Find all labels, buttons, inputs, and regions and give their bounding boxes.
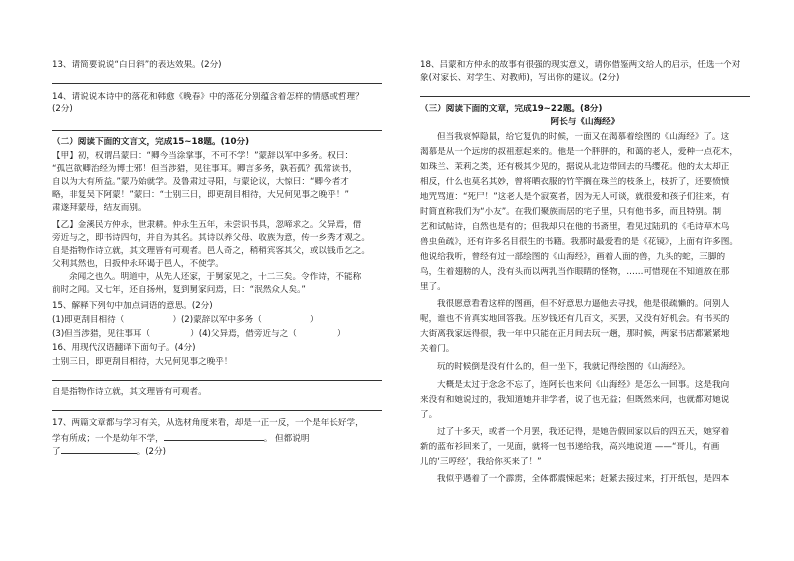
essay-line: 大街离我家远得很，我一年中只能在正月间去玩一趟，那时候，两家书店都紧紧地: [420, 329, 730, 339]
essay-line: 大概是太过于念念不忘了，连阿长也来问《山海经》是怎么一回事。这是我向: [437, 380, 730, 390]
essay-line: 他说给我听，曾经有过一部绘图的《山海经》，画着人面的兽，九头的蛇，三脚的: [420, 252, 726, 262]
essay-line: 如珠兰、茉莉之类，还有极其少见的，据说从北边带回去的马缨花。他的太太却正: [420, 162, 730, 172]
essay-line: 鸟，生着翅膀的人，没有头而以两乳当作眼睛的怪物，……可惜现在不知道放在那: [420, 267, 730, 277]
question-13: 13、请简要说说“白日斜”的表达效果。(2分): [52, 60, 222, 70]
passage-jia-line: 自以为大有所益。”蒙乃始就学。及鲁肃过寻阳，与蒙论议，大惊曰：“卿今者才: [52, 177, 349, 187]
essay-line: 来没有和她说过的，我知道她并非学者，说了也无益；但既然来问，也就都对她说: [420, 395, 730, 405]
passage-jia-line: 【甲】初，权谓吕蒙曰：“卿今当涂掌事，不可不学！”蒙辞以军中多务。权曰：: [52, 151, 354, 161]
essay-line: 里了。: [420, 282, 446, 292]
passage-jia-line: 略，非复吴下阿蒙！”蒙曰：“士别三日，即更刮目相待，大兄何见事之晚乎！”: [52, 190, 349, 200]
q17-text-b: 。 但都说明: [263, 434, 310, 444]
section-2-heading: （二）阅读下面的文言文，完成15~18题。(10分): [52, 137, 250, 147]
q17-text-d: 。(2分): [136, 447, 166, 457]
q17-blank-1[interactable]: [164, 431, 264, 441]
passage-jia-line: “孤岂欲卿治经为博士邪！但当涉猎，见往事耳。卿言多务，孰若孤？孤常读书，: [52, 164, 358, 174]
passage-yi-line: 余闻之也久。明道中，从先人还家，于舅家见之，十二三矣。令作诗，不能称: [69, 272, 362, 282]
essay-line: 地咒骂道：“死尸！”这老人是个寂寞者，因为无人可谈，就很爱和孩子们往来，有: [420, 192, 730, 202]
essay-line: 呢，谁也不肯真实地回答我。压岁钱还有几百文，买罢，又没有好机会。有书买的: [420, 314, 730, 324]
essay-line: 了。: [420, 410, 438, 420]
q15-item-3: (3)但当涉猎，见往事耳（: [52, 329, 151, 339]
essay-title: 阿长与《山海经》: [550, 117, 620, 127]
passage-yi-line: 父利其然也，日扳仲永环谒于邑人，不使学。: [52, 259, 224, 269]
passage-yi-line: 【乙】金溪民方仲永，世隶耕。仲永生五年，未尝识书具，忽啼求之。父异焉，借: [52, 220, 362, 230]
question-18-line-2: 象(对家长、对学生、对教师)，写出你的建议。(2分): [420, 73, 620, 83]
answer-line-16-1[interactable]: [52, 380, 382, 381]
answer-line-13[interactable]: [52, 83, 382, 84]
answer-line-14[interactable]: [52, 130, 382, 131]
essay-line: 渴慕是从一个远房的叔祖惹起来的。他是一个胖胖的，和蔼的老人，爱种一点花木，: [420, 147, 738, 157]
q17-text-c: 了: [52, 447, 61, 457]
question-17-line-3: [52, 444, 382, 458]
paren-close: ）: [336, 329, 346, 339]
q15-item-4: ）(4)父异焉，借旁近与之（: [190, 329, 297, 339]
question-15: 15、解释下列句中加点词语的意思。(2分): [52, 301, 213, 311]
essay-line: 新的蓝布衫回来了，一见面，就将一包书递给我，高兴地说道 ——“哥儿，有画: [420, 442, 720, 452]
question-18: 18、吕蒙和方仲永的故事有很强的现实意义，请你借鉴两文给人的启示，任选一个对: [420, 60, 741, 70]
essay-line: 我似乎遇着了一个霹雳，全体都震悚起来；赶紧去接过来，打开纸包，是四本: [437, 474, 730, 484]
passage-yi-line: 自是指物作诗立就，其文理皆有可观者。邑人奇之，稍稍宾客其父，或以钱币乞之。: [52, 246, 370, 256]
essay-line: 兽虫鱼疏》，还有许多名目很生的书籍。我那时最爱看的是《花镜》，上面有许多图。: [420, 237, 738, 247]
essay-line: 相反，什么也莫名其妙，曾将晒衣服的竹竿搁在珠兰的枝条上，枝折了，还要愤愤: [420, 177, 730, 187]
paren-close: ）: [309, 315, 319, 325]
question-17: 17、两篇文章都与学习有关，从选材角度来看，却是一正一反，一个是年长好学，: [52, 418, 364, 428]
essay-line: 艺和试帖诗，自然也是有的；但我却只在他的书斋里，看见过陆玑的《毛诗草木鸟: [420, 222, 730, 232]
q15-item-2: ）(2)蒙辞以军中多务（: [172, 315, 262, 325]
q17-blank-2[interactable]: [61, 444, 137, 454]
essay-line: 玩的时候倒是没有什么的，但一坐下，我就记得绘图的《山海经》。: [437, 362, 691, 372]
question-16: 16、用现代汉语翻译下面句子。(4分): [52, 343, 196, 353]
question-16-sentence-1: 士别三日，即更刮目相待，大兄何见事之晚乎！: [52, 357, 233, 367]
essay-line: 儿的‘三哼经’，我给你买来了！”: [420, 457, 542, 467]
answer-line-18[interactable]: [420, 96, 750, 97]
essay-line: 但当我哀悼隐鼠，给它复仇的时候，一面又在渴慕着绘图的《山海经》了。这: [437, 132, 730, 142]
essay-line: 时简直称我们为“小友”。在我们聚族而居的宅子里，只有他书多，而且特别。制: [420, 207, 722, 217]
question-14-score: (2分): [52, 104, 73, 114]
essay-line: 我很愿意看看这样的图画，但不好意思力逼他去寻找，他是很疏懒的。问别人: [437, 299, 730, 309]
q17-text-a: 学有所成；一个是幼年不学，: [52, 434, 164, 444]
essay-line: 关着门。: [420, 344, 455, 354]
question-15-items-1-2: [52, 315, 382, 326]
essay-line: 过了十多天，或者一个月罢，我还记得，是她告假回家以后的四五天，她穿着: [437, 427, 730, 437]
passage-jia-line: 肃遂拜蒙母，结友而别。: [52, 203, 147, 213]
question-16-sentence-2: 自是指物作诗立就，其文理皆有可观者。: [52, 387, 207, 397]
passage-yi-line: 前时之闻。又七年，还自扬州，复到舅家问焉，曰：“泯然众人矣。”: [52, 285, 306, 295]
question-14: 14、请说说本诗中的落花和韩愈《晚春》中的落花分别蕴含着怎样的情感或哲理？: [52, 92, 364, 102]
question-15-items-3-4: [52, 329, 382, 340]
section-3-heading: （三）阅读下面的文章，完成19~22题。(8分): [420, 104, 603, 114]
q15-item-1: (1)即更刮目相待（: [52, 315, 125, 325]
question-17-line-2: [52, 431, 382, 445]
passage-yi-line: 旁近与之，即书诗四句，并自为其名。其诗以养父母、收族为意，传一乡秀才观之。: [52, 233, 370, 243]
answer-line-16-2[interactable]: [52, 410, 382, 411]
